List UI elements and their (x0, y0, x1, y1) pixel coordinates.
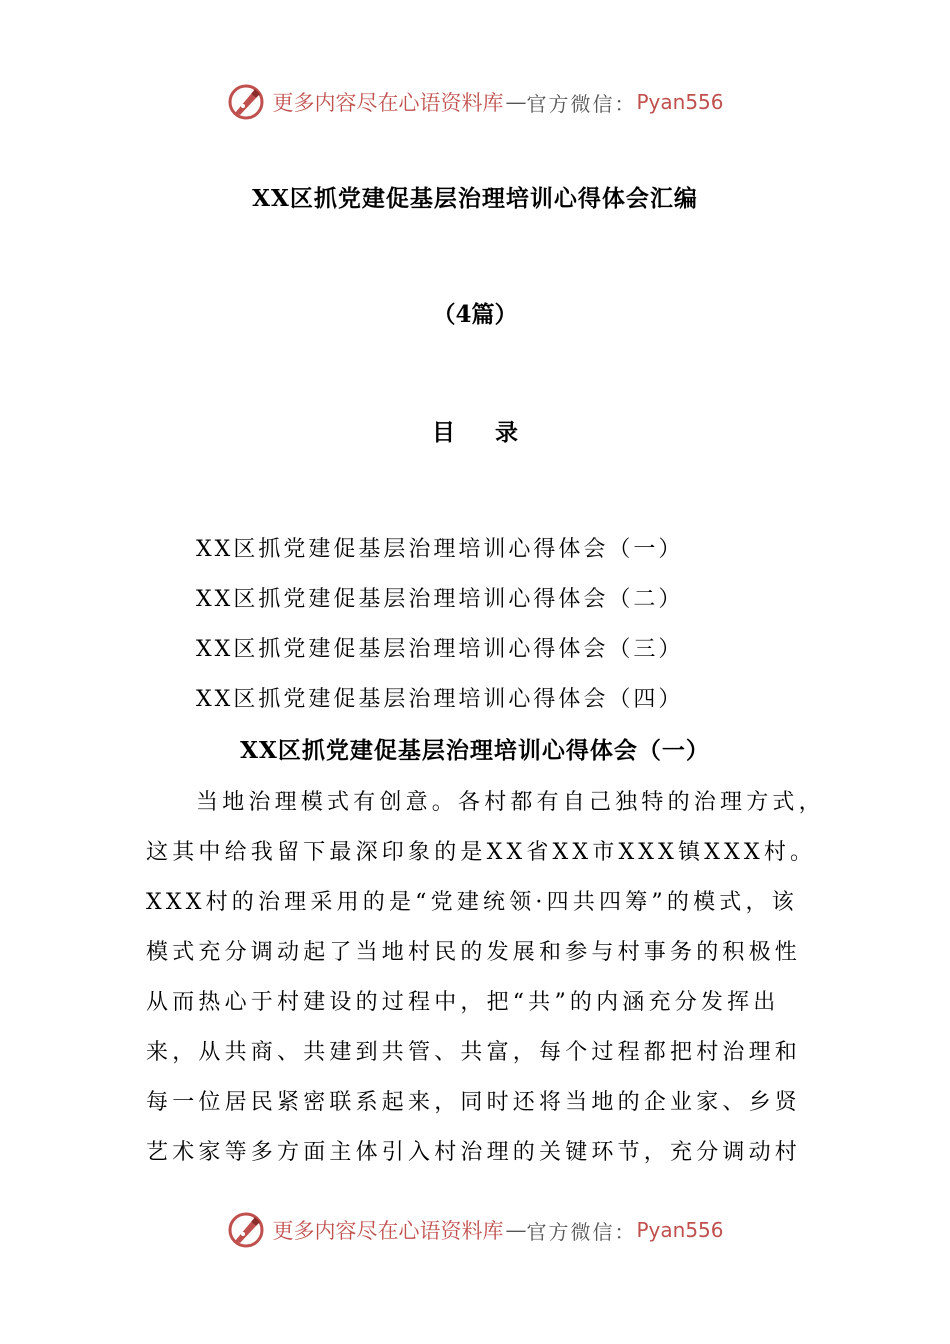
body-line: 从而热心于村建设的过程中，把“共”的内涵充分发挥出 (146, 990, 780, 1015)
watermark-dash: — (505, 90, 525, 114)
section-title: XX区抓党建促基层治理培训心得体会（一） (240, 737, 710, 764)
toc-item: XX区抓党建促基层治理培训心得体会（二） (196, 587, 684, 612)
watermark-site-text: 更多内容尽在心语资料库 (272, 91, 504, 115)
body-line: 来，从共商、共建到共管、共富，每个过程都把村治理和 (146, 1040, 802, 1065)
document-title: XX区抓党建促基层治理培训心得体会汇编 (252, 185, 698, 212)
body-line: 这其中给我留下最深印象的是XX省XX市XXX镇XXX村。 (146, 840, 817, 865)
toc-item: XX区抓党建促基层治理培训心得体会（一） (196, 537, 684, 562)
body-line: 艺术家等多方面主体引入村治理的关键环节，充分调动村 (146, 1140, 802, 1165)
document-subtitle: （4篇） (432, 301, 518, 328)
watermark-banner-bottom (0, 1208, 950, 1252)
table-of-contents (196, 530, 683, 730)
watermark-official-label: 官方微信： (526, 1219, 637, 1244)
pen-nib-logo-icon (226, 1210, 266, 1250)
body-paragraph (146, 778, 836, 1178)
toc-heading: 目 录 (431, 419, 534, 446)
toc-item: XX区抓党建促基层治理培训心得体会（四） (196, 687, 684, 712)
toc-item: XX区抓党建促基层治理培训心得体会（三） (196, 637, 684, 662)
watermark-site-text: 更多内容尽在心语资料库 (272, 1219, 504, 1243)
body-line: XXX村的治理采用的是“党建统领·四共四筹”的模式，该 (146, 890, 798, 915)
watermark-banner-top (0, 80, 950, 124)
body-line: 当地治理模式有创意。各村都有自己独特的治理方式， (196, 790, 825, 815)
watermark-wechat-id: Pyan556 (636, 90, 724, 114)
body-line: 每一位居民紧密联系起来，同时还将当地的企业家、乡贤 (146, 1090, 802, 1115)
body-line: 模式充分调动起了当地村民的发展和参与村事务的积极性 (146, 940, 802, 965)
pen-nib-logo-icon (226, 82, 266, 122)
watermark-official-label: 官方微信： (526, 91, 637, 116)
watermark-wechat-id: Pyan556 (636, 1218, 724, 1242)
watermark-dash: — (505, 1218, 525, 1242)
